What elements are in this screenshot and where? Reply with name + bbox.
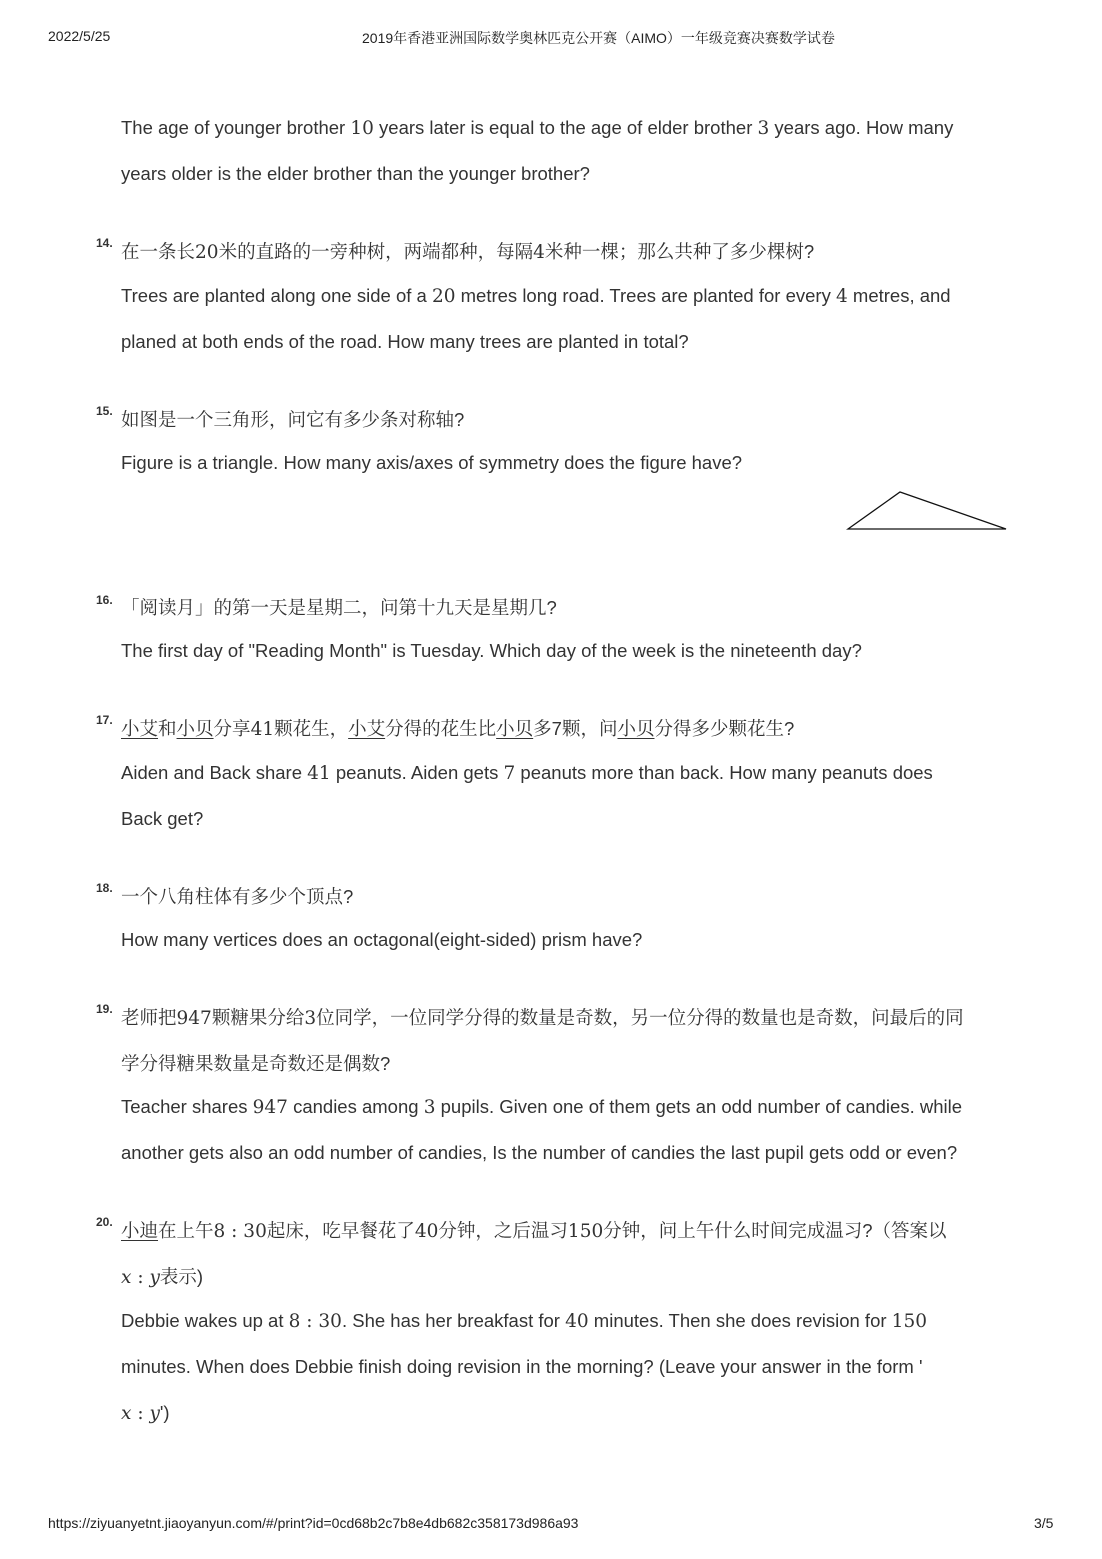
q15-chinese-text: 如图是一个三角形，问它有多少条对称轴? bbox=[121, 409, 465, 430]
q19-chinese-line-1: 老师把947颗糖果分给3位同学，一位同学分得的数量是奇数，另一位分得的数量也是奇数，问最后的同 bbox=[121, 1007, 964, 1029]
triangle-shape bbox=[848, 492, 1006, 529]
q18-chinese-text: 一个八角柱体有多少个顶点? bbox=[121, 886, 354, 907]
question-number-14: 14. bbox=[96, 236, 113, 250]
q19-english-line-1: Teacher shares 947 candies among 3 pupils. Given one of them gets an odd number of candies. while bbox=[121, 1096, 963, 1118]
question-number-15: 15. bbox=[96, 404, 113, 418]
question-number-16: 16. bbox=[96, 593, 113, 607]
q14-english-line-1: Trees are planted along one side of a 20 metres long road. Trees are planted for every 4 metres, and bbox=[121, 285, 951, 307]
q17-english-line-2: Back get? bbox=[121, 808, 204, 829]
q13-english-line-1: The age of younger brother 10 years later is equal to the age of elder brother 3 years ago. How many bbox=[121, 117, 954, 139]
q19-chinese-line-2: 学分得糖果数量是奇数还是偶数? bbox=[121, 1053, 391, 1074]
q17-chinese-text: 小艾和小贝分享41颗花生，小艾分得的花生比小贝多7颗，问小贝分得多少颗花生? bbox=[121, 718, 795, 740]
q14-english-line-2: planed at both ends of the road. How many trees are planted in total? bbox=[121, 331, 689, 352]
triangle-figure bbox=[846, 490, 1010, 534]
question-number-17: 17. bbox=[96, 713, 113, 727]
q18-english-text: How many vertices does an octagonal(eight-sided) prism have? bbox=[121, 929, 643, 950]
q20-english-line-3: x : y') bbox=[121, 1402, 170, 1424]
page-number: 3/5 bbox=[1034, 1515, 1054, 1531]
name-xiao-bei: 小贝 bbox=[496, 718, 534, 739]
print-date: 2022/5/25 bbox=[48, 28, 111, 44]
q14-chinese-text: 在一条长20米的直路的一旁种树，两端都种，每隔4米种一棵；那么共种了多少棵树? bbox=[121, 241, 815, 263]
page-title: 2019年香港亚洲国际数学奥林匹克公开赛（AIMO）一年级竞赛决赛数学试卷 bbox=[362, 30, 835, 46]
q20-chinese-line-2: x : y表示) bbox=[121, 1266, 204, 1288]
name-xiao-ai: 小艾 bbox=[121, 718, 159, 739]
q15-english-text: Figure is a triangle. How many axis/axes of symmetry does the figure have? bbox=[121, 452, 743, 473]
q16-chinese-text: 「阅读月」的第一天是星期二，问第十九天是星期几? bbox=[121, 597, 557, 618]
q20-chinese-line-1: 小迪在上午8 : 30起床，吃早餐花了40分钟，之后温习150分钟，问上午什么时间完成温习?（答案以 bbox=[121, 1220, 947, 1242]
name-xiao-bei: 小贝 bbox=[617, 718, 655, 739]
name-xiao-ai: 小艾 bbox=[348, 718, 386, 739]
q16-english-text: The first day of "Reading Month" is Tuesday. Which day of the week is the nineteenth day? bbox=[121, 640, 862, 661]
q20-english-line-1: Debbie wakes up at 8 : 30. She has her breakfast for 40 minutes. Then she does revision for 150 bbox=[121, 1310, 927, 1332]
question-number-18: 18. bbox=[96, 881, 113, 895]
question-number-19: 19. bbox=[96, 1002, 113, 1016]
q13-english-line-2: years older is the elder brother than the younger brother? bbox=[121, 163, 590, 184]
name-xiao-di: 小迪 bbox=[121, 1220, 159, 1241]
source-url: https://ziyuanyetnt.jiaoyanyun.com/#/print?id=0cd68b2c7b8e4db682c358173d986a93 bbox=[48, 1515, 579, 1531]
question-number-20: 20. bbox=[96, 1215, 113, 1229]
q20-english-line-2: minutes. When does Debbie finish doing revision in the morning? (Leave your answer in the form ' bbox=[121, 1356, 923, 1377]
q19-english-line-2: another gets also an odd number of candies, Is the number of candies the last pupil gets odd or even? bbox=[121, 1142, 958, 1163]
q17-english-line-1: Aiden and Back share 41 peanuts. Aiden gets 7 peanuts more than back. How many peanuts does bbox=[121, 762, 933, 784]
name-xiao-bei: 小贝 bbox=[176, 718, 214, 739]
